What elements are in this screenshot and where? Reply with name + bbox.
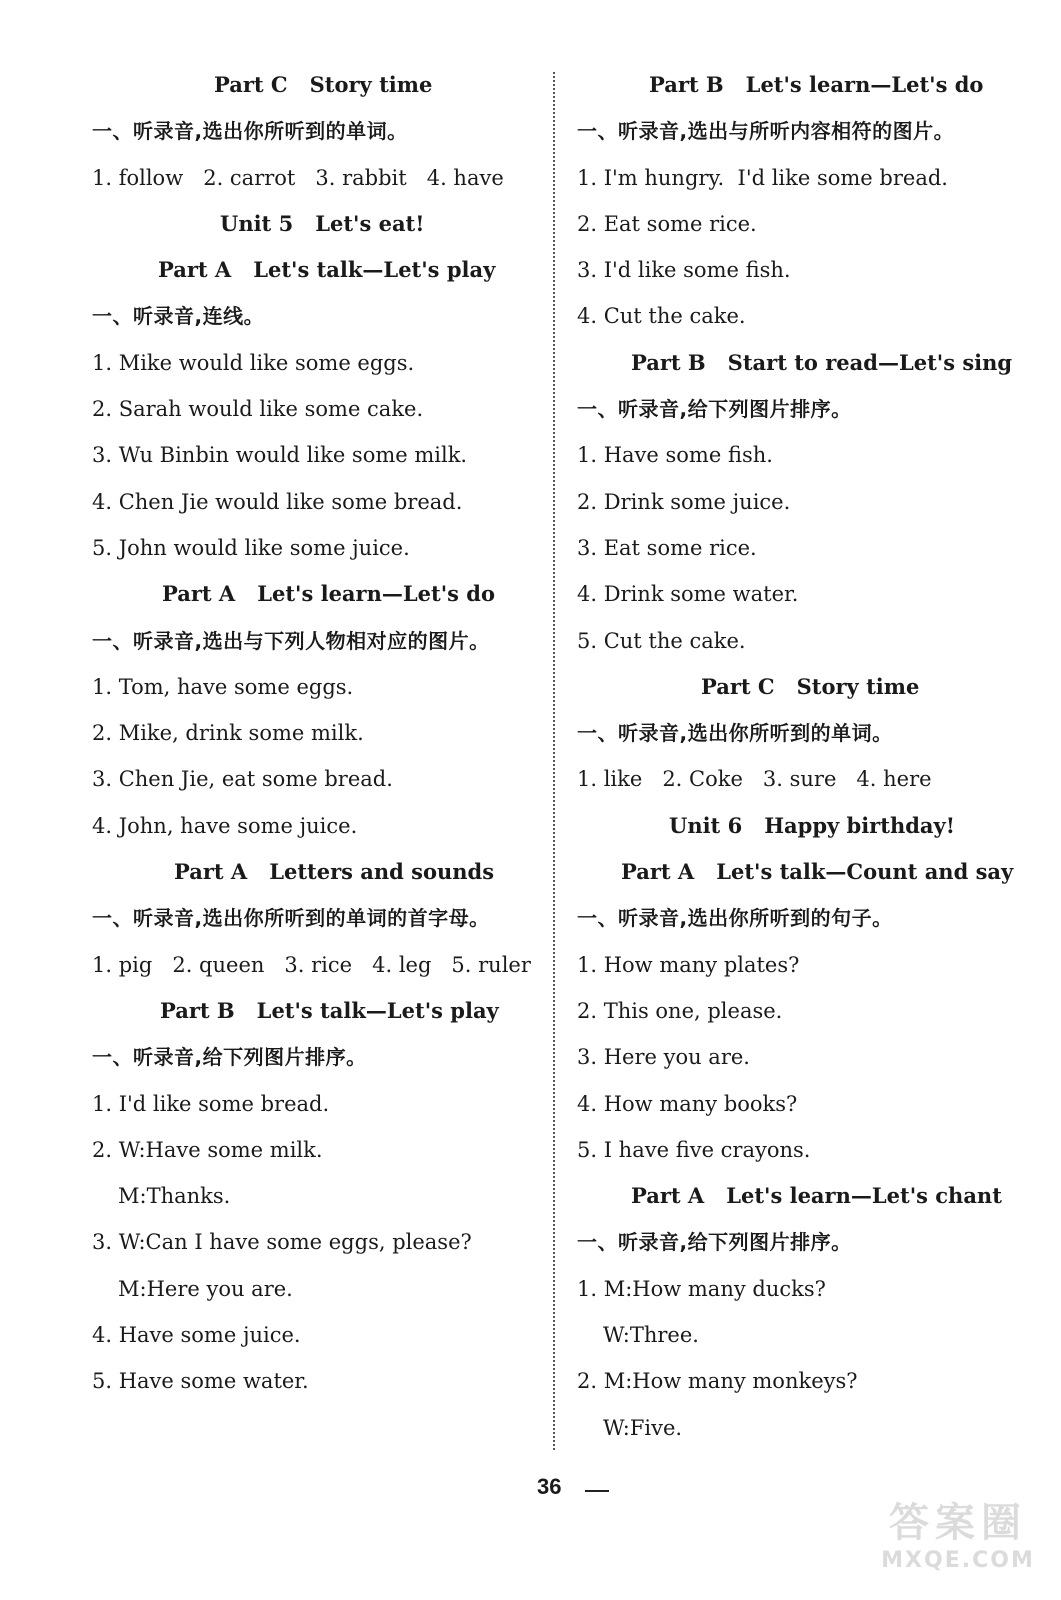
answer-item: 1. Mike would like some eggs. xyxy=(92,350,415,375)
instruction: 一、听录音,选出你所听到的单词的首字母。 xyxy=(92,906,490,931)
answer-item: 5. Cut the cake. xyxy=(577,628,746,653)
heading-part: Part A xyxy=(162,581,236,607)
answer-item: 4. Cut the cake. xyxy=(577,304,746,329)
instruction: 一、听录音,给下列图片排序。 xyxy=(577,1230,852,1255)
heading-title: Let's learn—Let's chant xyxy=(726,1183,1002,1209)
left-column xyxy=(92,62,532,1405)
answer-item: 2. M:How many monkeys? xyxy=(577,1369,858,1394)
answer-item: 2. W:Have some milk. xyxy=(92,1137,323,1162)
answer-item: 2. This one, please. xyxy=(577,998,783,1023)
heading-part: Part A xyxy=(158,257,232,283)
answer-item: 3. W:Can I have some eggs, please? xyxy=(92,1230,472,1255)
answer-item: 1. pig 2. queen 3. rice 4. leg 5. ruler xyxy=(92,952,531,977)
answer-item: 1. I'd like some bread. xyxy=(92,1091,330,1116)
section-heading xyxy=(577,62,1017,108)
answer-item: 1. Have some fish. xyxy=(577,443,773,468)
heading-title: Let's learn—Let's do xyxy=(745,72,984,97)
answer-item: 1. like 2. Coke 3. sure 4. here xyxy=(577,767,932,792)
instruction: 一、听录音,选出你所听到的句子。 xyxy=(577,906,893,931)
page-number: 36 xyxy=(537,1474,562,1499)
section-heading xyxy=(92,201,532,247)
answer-item: 5. Have some water. xyxy=(92,1369,309,1394)
heading-part: Part A xyxy=(621,859,695,885)
section-heading xyxy=(92,62,532,108)
answer-item: 2. Mike, drink some milk. xyxy=(92,721,364,746)
answer-item: 3. Wu Binbin would like some milk. xyxy=(92,443,468,468)
heading-title: Let's talk—Let's play xyxy=(256,997,499,1023)
watermark-logo xyxy=(873,1491,1043,1586)
answer-item: 4. Have some juice. xyxy=(92,1323,301,1348)
section-heading xyxy=(577,340,1017,386)
answer-item: 1. How many plates? xyxy=(577,952,800,977)
heading-part: Part A xyxy=(174,859,248,885)
heading-part: Unit 5 xyxy=(220,210,294,236)
answer-item: 3. Eat some rice. xyxy=(577,535,757,560)
section-heading xyxy=(577,664,1017,710)
heading-part: Unit 6 xyxy=(669,812,743,838)
section-heading xyxy=(92,988,532,1034)
heading-part: Part C xyxy=(214,72,288,97)
instruction: 一、听录音,选出与所听内容相符的图片。 xyxy=(577,119,955,144)
answer-item: 5. John would like some juice. xyxy=(92,535,410,560)
answer-item: 4. Chen Jie would like some bread. xyxy=(92,489,463,514)
instruction: 一、听录音,给下列图片排序。 xyxy=(92,1045,367,1070)
answer-item: M:Thanks. xyxy=(118,1184,231,1209)
heading-title: Happy birthday! xyxy=(764,812,955,838)
instruction: 一、听录音,选出你所听到的单词。 xyxy=(92,119,408,144)
heading-title: Let's eat! xyxy=(315,210,425,236)
answer-item: 4. John, have some juice. xyxy=(92,813,358,838)
answer-item: W:Three. xyxy=(603,1323,699,1348)
instruction: 一、听录音,连线。 xyxy=(92,304,265,329)
section-heading xyxy=(577,849,1017,895)
heading-title: Story time xyxy=(309,72,433,97)
section-heading xyxy=(92,571,532,617)
section-heading xyxy=(92,849,532,895)
answer-item: 1. follow 2. carrot 3. rabbit 4. have xyxy=(92,165,504,190)
watermark-title: 答案圈 xyxy=(889,1500,1027,1546)
column-divider xyxy=(553,72,555,1450)
answer-item: 1. M:How many ducks? xyxy=(577,1276,826,1301)
answer-item: M:Here you are. xyxy=(118,1276,293,1301)
heading-title: Let's talk—Let's play xyxy=(253,257,496,283)
heading-part: Part B xyxy=(160,997,235,1023)
heading-title: Start to read—Let's sing xyxy=(727,349,1013,375)
answer-item: 3. I'd like some fish. xyxy=(577,258,791,283)
watermark-url: MXQE.COM xyxy=(881,1548,1035,1573)
heading-title: Letters and sounds xyxy=(269,859,495,885)
instruction: 一、听录音,给下列图片排序。 xyxy=(577,397,852,422)
answer-item: 2. Drink some juice. xyxy=(577,489,791,514)
section-heading xyxy=(577,803,1017,849)
heading-title: Story time xyxy=(796,673,920,699)
heading-part: Part B xyxy=(631,349,706,375)
answer-item: 4. Drink some water. xyxy=(577,582,799,607)
heading-part: Part B xyxy=(649,72,724,97)
answer-item: 4. How many books? xyxy=(577,1091,798,1116)
right-column xyxy=(577,62,1017,1451)
answer-item: 1. Tom, have some eggs. xyxy=(92,674,354,699)
heading-title: Let's learn—Let's do xyxy=(257,581,495,607)
heading-title: Let's talk—Count and say xyxy=(716,859,1014,885)
section-heading xyxy=(577,1173,1017,1219)
heading-part: Part A xyxy=(631,1183,705,1209)
answer-item: 1. I'm hungry. I'd like some bread. xyxy=(577,165,948,190)
instruction: 一、听录音,选出与下列人物相对应的图片。 xyxy=(92,628,490,653)
answer-item: 2. Sarah would like some cake. xyxy=(92,397,424,422)
answer-item: 5. I have five crayons. xyxy=(577,1137,811,1162)
heading-part: Part C xyxy=(701,673,775,699)
answer-item: W:Five. xyxy=(603,1415,683,1440)
instruction: 一、听录音,选出你所听到的单词。 xyxy=(577,721,893,746)
answer-item: 3. Here you are. xyxy=(577,1045,750,1070)
section-heading xyxy=(92,247,532,293)
answer-item: 3. Chen Jie, eat some bread. xyxy=(92,767,393,792)
answer-item: 2. Eat some rice. xyxy=(577,211,757,236)
page-number-dash xyxy=(585,1490,609,1492)
